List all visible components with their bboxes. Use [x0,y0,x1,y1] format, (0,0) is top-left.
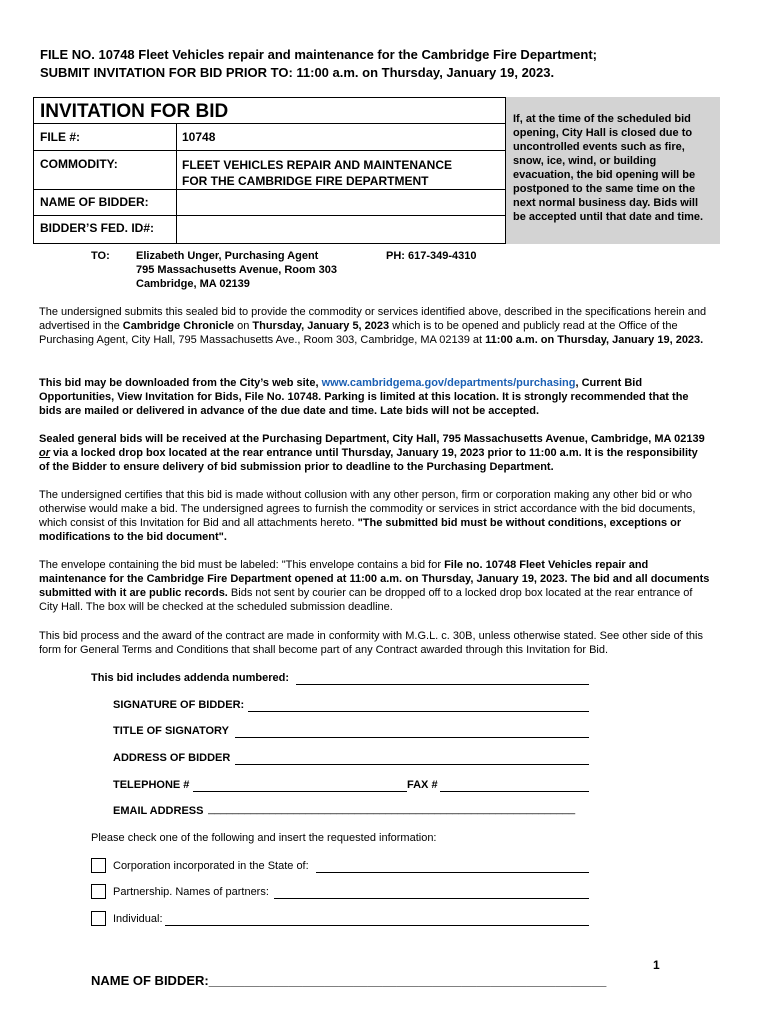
signature-field[interactable] [248,711,589,712]
para2-text-b: , Current Bid Opportunities, View Invitation for Bids, File No. 10748. Parking is limited at this location. It is strongly recommended that the bids are mailed or delivered in advance of the due date and time. Late bids will not be accepted. [39,377,689,417]
telephone-field[interactable] [193,791,407,792]
para1-open-time: 11:00 a.m. on Thursday, January 19, 2023. [485,334,704,346]
corporation-checkbox[interactable] [91,858,106,873]
corporation-state-field[interactable] [316,872,589,873]
para1-text-e: which is to be opened and publicly read at the Office of the Purchasing Agent, City Hall, 795 Massachusetts Ave., Room 303, Cambridge, MA 02139 at [39,320,678,346]
bidder-name-field[interactable] [180,192,502,212]
footer-bidder-line[interactable]: _______________________________________________________ [208,973,607,988]
to-line-3: Cambridge, MA 02139 [136,278,250,290]
addenda-field[interactable] [296,684,589,685]
para3-text-b: via a locked drop box located at the rear entrance until Thursday, January 19, 2023 prior to 11:00 a.m. It is the responsibility of the Bidder to ensure delivery of bid submission prior to deadline to the Purchasing Department. [39,447,698,473]
commodity-line-2: FOR THE CAMBRIDGE FIRE DEPARTMENT [182,174,429,188]
document-header [40,46,597,82]
signature-label: SIGNATURE OF BIDDER: [113,699,245,711]
telephone-label: TELEPHONE # [113,779,190,791]
to-address [136,249,337,291]
para5-label-text: File no. 10748 Fleet Vehicles repair and maintenance for the Cambridge Fire Department opened at 11:00 a.m. on Thursday, January 19, 2023. The bid and all documents submitted with it are public records. [39,559,710,599]
partnership-label: Partnership. Names of partners: [113,886,269,898]
file-divider [33,150,505,151]
header-line-1: FILE NO. 10748 Fleet Vehicles repair and maintenance for the Cambridge Fire Department; [40,47,598,62]
page-number: 1 [653,958,660,972]
signatory-title-field[interactable] [235,737,589,738]
addenda-label: This bid includes addenda numbered: [91,672,290,684]
invitation-title: INVITATION FOR BID [40,101,229,122]
individual-checkbox[interactable] [91,911,106,926]
fax-field[interactable] [440,791,589,792]
paragraph-conformity: This bid process and the award of the contract are made in conformity with M.G.L. c. 30B, unless otherwise stated. See other side of this form for General Terms and Conditions that shall become part of any Contract awarded through this Invitation for Bid. [39,630,703,656]
para1-advert-date: Thursday, January 5, 2023 [252,320,390,332]
partnership-names-field[interactable] [274,898,589,899]
address-label: ADDRESS OF BIDDER [113,752,231,764]
closure-note: If, at the time of the scheduled bid opening, City Hall is closed due to uncontrolled events such as fire, snow, ice, wind, or building evacuation, the bid opening will be postponed to the same time on the next normal business day. Bids will be accepted until that date and time. [513,113,704,223]
to-line-1: Elizabeth Unger, Purchasing Agent [136,250,319,262]
commodity-value [182,157,452,189]
signatory-title-label: TITLE OF SIGNATORY [113,725,229,737]
to-line-2: 795 Massachusetts Avenue, Room 303 [136,264,337,276]
para4-condition-note: "The submitted bid must be without conditions, exceptions or modifications to the bid document". [39,517,682,543]
file-label: FILE #: [40,130,81,144]
corporation-label: Corporation incorporated in the State of: [113,860,309,872]
para1-text-c: on [234,320,253,332]
email-label: EMAIL ADDRESS [113,805,204,817]
commodity-label: COMMODITY: [40,157,118,171]
fed-id-field[interactable] [180,218,502,242]
bidder-name-label: NAME OF BIDDER: [40,195,149,209]
para5-text-c: Bids not sent by courier can be dropped off to a locked drop box located at the rear entrance of City Hall. The box will be checked at the scheduled submission deadline. [39,587,693,613]
individual-name-field[interactable] [165,925,589,926]
footer-bidder-label: NAME OF BIDDER: [91,973,209,988]
to-label: TO: [91,250,110,262]
para1-text-a: The undersigned submits this sealed bid to provide the commodity or services identified above, described in the specifications herein and advertised in the [39,306,707,332]
paragraph-sealed-bids [39,432,711,474]
para4-text-a: The undersigned certifies that this bid is made without collusion with any other person, firm or corporation making any other bid or who otherwise would make a bid. The undersigned agrees to furnish the commodity or services in strict accordance with the bid documents, which consist of this Invitation for Bid and all attachments hereto. [39,489,696,529]
purchasing-website-link[interactable]: www.cambridgema.gov/departments/purchasing [321,377,576,389]
para3-text-a: Sealed general bids will be received at the Purchasing Department, City Hall, 795 Massachusetts Avenue, Cambridge, MA 02139 [39,433,705,445]
footer-bidder-name [91,973,606,988]
para3-or: or [39,447,50,459]
paragraph-download [39,376,711,418]
commodity-line-1: FLEET VEHICLES REPAIR AND MAINTENANCE [182,158,453,172]
check-instructions: Please check one of the following and insert the requested information: [91,832,437,844]
commodity-divider [33,189,505,190]
bidder-divider [33,215,505,216]
header-line-2: SUBMIT INVITATION FOR BID PRIOR TO: 11:00 a.m. on Thursday, January 19, 2023. [40,65,555,80]
paragraph-envelope [39,558,711,614]
para1-newspaper: Cambridge Chronicle [122,320,235,332]
file-value: 10748 [182,130,216,144]
individual-label: Individual: [113,913,163,925]
title-divider [33,123,505,124]
para2-text-a: This bid may be downloaded from the City’s web site, [39,377,322,389]
paragraph-submission [39,305,711,347]
para5-text-a: The envelope containing the bid must be labeled: "This envelope contains a bid for [39,559,445,571]
column-divider [176,123,177,244]
fax-label: FAX # [407,779,438,791]
partnership-checkbox[interactable] [91,884,106,899]
phone-number: PH: 617-349-4310 [386,250,477,262]
address-field[interactable] [235,764,589,765]
email-field[interactable]: ____________________________________________________________ [208,803,576,815]
paragraph-certification [39,488,711,544]
fed-id-label: BIDDER’S FED. ID#: [40,221,155,235]
